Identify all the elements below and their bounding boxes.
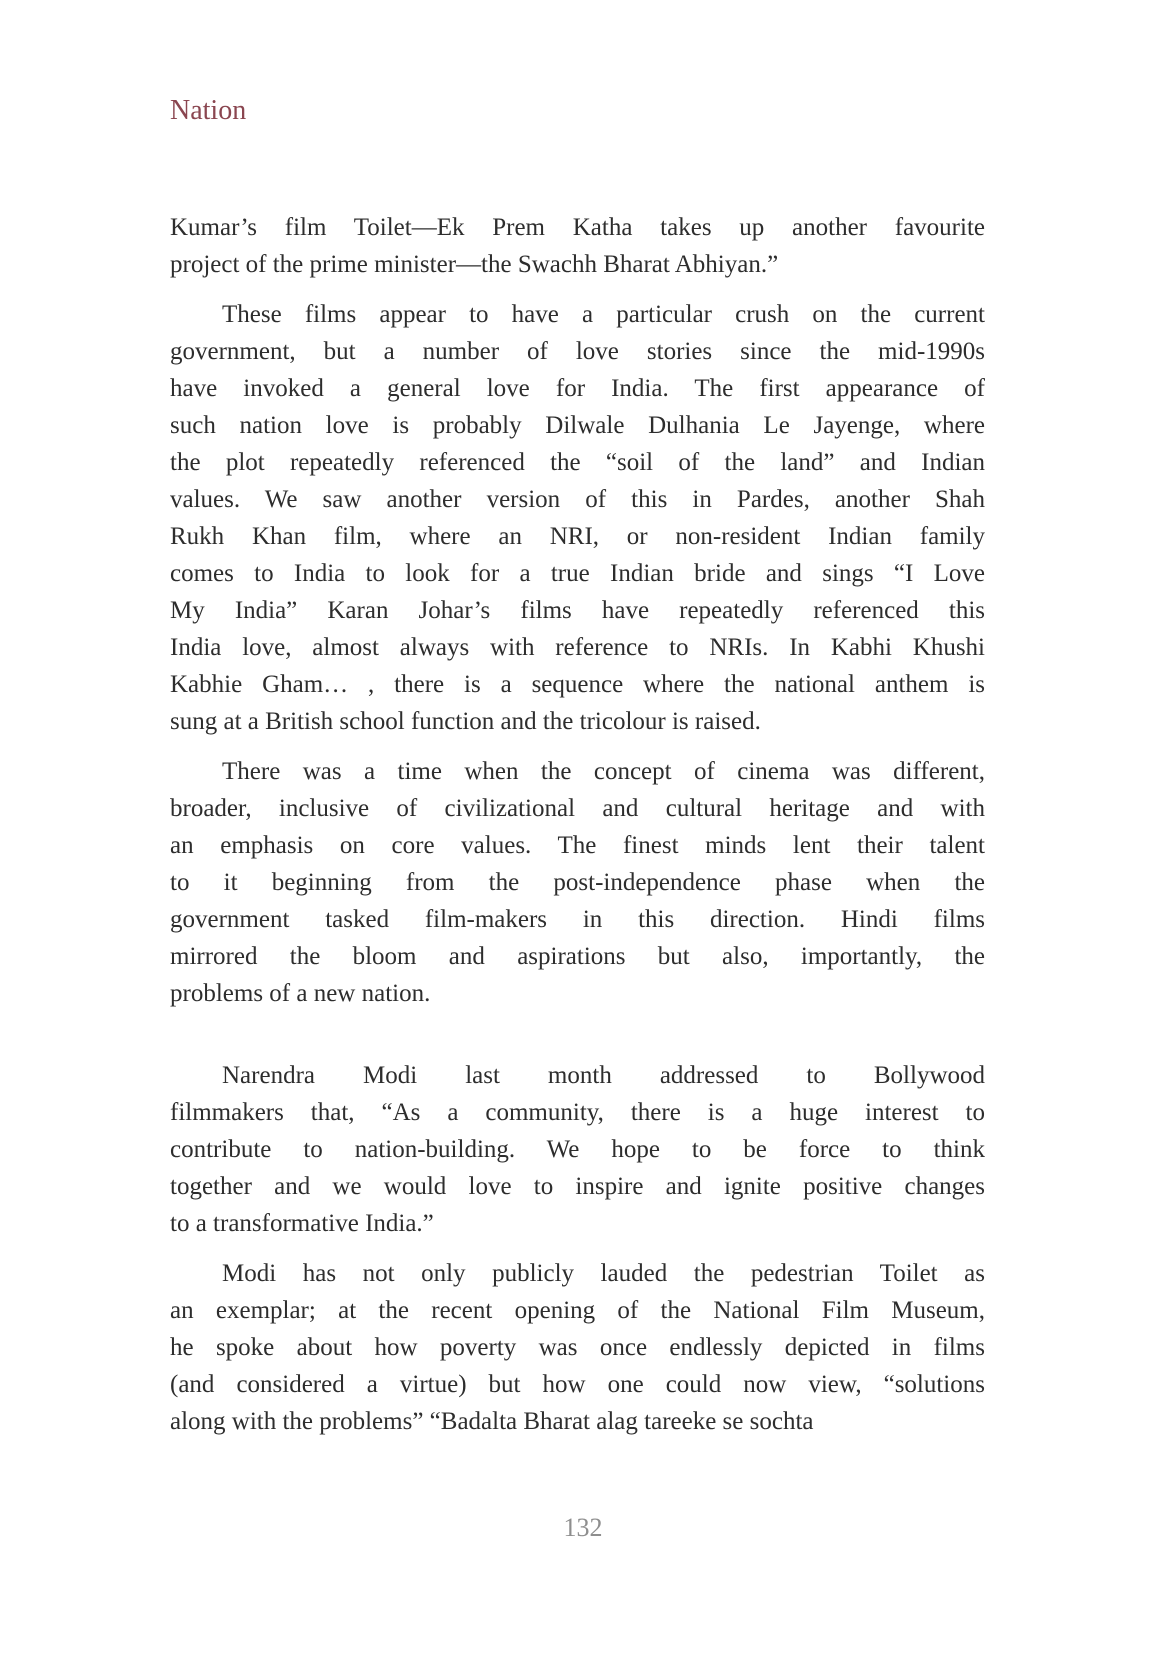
- text-line: such nation love is probably Dilwale Dulhania Le Jayenge, where: [170, 412, 985, 439]
- text-line: have invoked a general love for India. The first appearance of: [170, 375, 985, 402]
- text-line: to it beginning from the post-independence phase when the: [170, 869, 985, 896]
- text-line: an emphasis on core values. The finest minds lent their talent: [170, 832, 985, 859]
- body-text: [170, 209, 985, 1453]
- text-line: sung at a British school function and the tricolour is raised.: [170, 708, 761, 735]
- text-line: project of the prime minister—the Swachh Bharat Abhiyan.”: [170, 251, 779, 278]
- text-line: values. We saw another version of this in Pardes, another Shah: [170, 486, 985, 513]
- page-number: 132: [563, 1513, 603, 1542]
- text-line: problems of a new nation.: [170, 980, 431, 1007]
- text-line: (and considered a virtue) but how one could now view, “solutions: [170, 1371, 985, 1398]
- text-line: broader, inclusive of civilizational and cultural heritage and with: [170, 795, 985, 822]
- paragraph: [170, 1255, 985, 1440]
- text-line: the plot repeatedly referenced the “soil of the land” and Indian: [170, 449, 985, 476]
- text-line: government tasked film-makers in this direction. Hindi films: [170, 906, 985, 933]
- text-line: My India” Karan Johar’s films have repeatedly referenced this: [170, 597, 985, 624]
- text-line: Rukh Khan film, where an NRI, or non-resident Indian family: [170, 523, 985, 550]
- text-line: to a transformative India.”: [170, 1210, 434, 1237]
- text-line: Kumar’s film Toilet—Ek Prem Katha takes up another favourite: [170, 214, 985, 241]
- text-line: There was a time when the concept of cinema was different,: [222, 758, 985, 785]
- text-line: together and we would love to inspire and ignite positive changes: [170, 1173, 985, 1200]
- text-line: Kabhie Gham… , there is a sequence where the national anthem is: [170, 671, 985, 698]
- text-line: filmmakers that, “As a community, there is a huge interest to: [170, 1099, 985, 1126]
- text-line: mirrored the bloom and aspirations but also, importantly, the: [170, 943, 985, 970]
- paragraph: [170, 753, 985, 1012]
- text-line: India love, almost always with reference to NRIs. In Kabhi Khushi: [170, 634, 985, 661]
- paragraph: [170, 296, 985, 740]
- text-line: Narendra Modi last month addressed to Bollywood: [222, 1062, 985, 1089]
- paragraph: [170, 1057, 985, 1242]
- text-line: comes to India to look for a true Indian bride and sings “I Love: [170, 560, 985, 587]
- text-line: he spoke about how poverty was once endlessly depicted in films: [170, 1334, 985, 1361]
- text-line: an exemplar; at the recent opening of the National Film Museum,: [170, 1297, 985, 1324]
- text-line: along with the problems” “Badalta Bharat alag tareeke se sochta: [170, 1408, 814, 1435]
- text-line: These films appear to have a particular crush on the current: [222, 301, 985, 328]
- text-line: contribute to nation-building. We hope to be force to think: [170, 1136, 985, 1163]
- text-line: Modi has not only publicly lauded the pedestrian Toilet as: [222, 1260, 985, 1287]
- running-header: Nation: [170, 95, 247, 126]
- text-line: government, but a number of love stories since the mid-1990s: [170, 338, 985, 365]
- paragraph: [170, 209, 985, 283]
